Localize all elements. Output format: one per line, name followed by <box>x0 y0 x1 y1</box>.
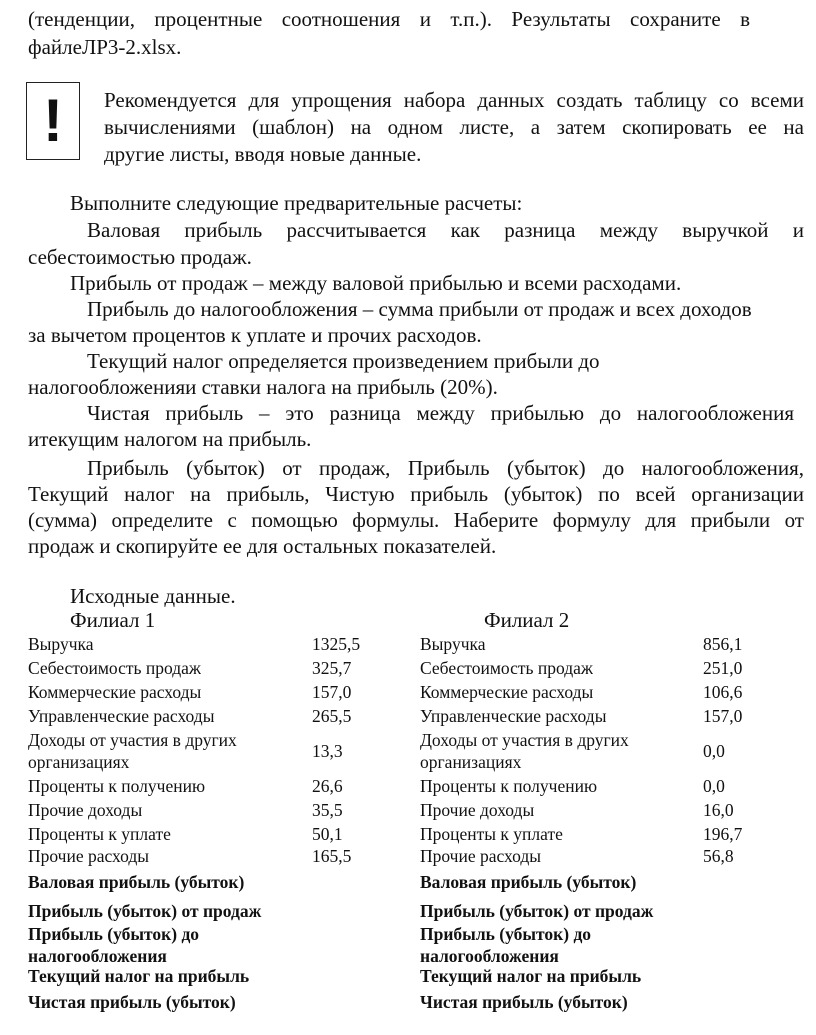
branch2-value-other-income: 16,0 <box>703 800 734 820</box>
branch1-label-interest-received: Проценты к получению <box>28 776 206 796</box>
branch2-label-other-expenses: Прочие расходы <box>420 846 542 866</box>
branch1-label-cost: Себестоимость продаж <box>28 658 201 678</box>
branch1-title: Филиал 1 <box>70 608 156 632</box>
calc-p3-line1: Прибыль до налогообложения – сумма прибыли от продаж и всех доходов <box>87 297 752 321</box>
branch1-label-other-income: Прочие доходы <box>28 800 143 820</box>
branch2-value-other-expenses: 56,8 <box>703 846 734 866</box>
intro-line-1: (тенденции, процентные соотношения и т.п.). Результаты сохраните в <box>28 7 750 31</box>
note-line-1: Рекомендуется для упрощения набора данных создать таблицу со всеми <box>104 88 804 112</box>
branch1-result-pretax-2: налогообложения <box>28 946 167 966</box>
branch2-label-admin: Управленческие расходы <box>420 706 607 726</box>
branch2-label-cost: Себестоимость продаж <box>420 658 593 678</box>
branch2-result-pretax-2: налогообложения <box>420 946 559 966</box>
branch2-result-pretax-1: Прибыль (убыток) до <box>420 924 592 944</box>
calc-p6-line1: Прибыль (убыток) от продаж, Прибыль (убыток) до налогообложения, <box>87 456 804 480</box>
branch2-value-admin: 157,0 <box>703 706 743 726</box>
branch1-value-cost: 325,7 <box>312 658 352 678</box>
intro-line-2: файлеЛР3-2.xlsx. <box>28 35 182 59</box>
branch1-label-revenue: Выручка <box>28 634 94 654</box>
branch1-label-commercial: Коммерческие расходы <box>28 682 202 702</box>
branch2-result-gross: Валовая прибыль (убыток) <box>420 872 637 892</box>
branch1-value-commercial: 157,0 <box>312 682 352 702</box>
branch2-label-interest-received: Проценты к получению <box>420 776 598 796</box>
calc-p5-line2: итекущим налогом на прибыль. <box>28 427 312 451</box>
calc-p6-line4: продаж и скопируйте ее для остальных показателей. <box>28 534 497 558</box>
branch2-label-other-income: Прочие доходы <box>420 800 535 820</box>
branch1-result-sales: Прибыль (убыток) от продаж <box>28 901 262 921</box>
calc-p4-line2: налогообложенияи ставки налога на прибыль (20%). <box>28 375 498 399</box>
branch2-title: Филиал 2 <box>484 608 570 632</box>
branch2-label-commercial: Коммерческие расходы <box>420 682 594 702</box>
branch1-label-admin: Управленческие расходы <box>28 706 215 726</box>
branch2-label-revenue: Выручка <box>420 634 486 654</box>
calc-p1-line2: себестоимостью продаж. <box>28 245 252 269</box>
branch2-label-participation-1: Доходы от участия в других <box>420 730 629 750</box>
branch2-result-sales: Прибыль (убыток) от продаж <box>420 901 654 921</box>
branch2-label-interest-paid: Проценты к уплате <box>420 824 563 844</box>
branch1-value-other-expenses: 165,5 <box>312 846 352 866</box>
branch2-result-tax: Текущий налог на прибыль <box>420 966 642 986</box>
note-line-2: вычислениями (шаблон) на одном листе, а затем скопировать ее на <box>104 115 804 139</box>
branch1-value-revenue: 1325,5 <box>312 634 361 654</box>
branch1-value-participation: 13,3 <box>312 741 343 761</box>
branch1-value-admin: 265,5 <box>312 706 352 726</box>
branch2-value-interest-received: 0,0 <box>703 776 725 796</box>
branch1-value-interest-received: 26,6 <box>312 776 343 796</box>
branch2-value-interest-paid: 196,7 <box>703 824 743 844</box>
branch1-result-gross: Валовая прибыль (убыток) <box>28 872 245 892</box>
calc-heading: Выполните следующие предварительные расчеты: <box>70 191 523 215</box>
calc-p4-line1: Текущий налог определяется произведением прибыли до <box>87 349 600 373</box>
calc-p6-line3: (сумма) определите с помощью формулы. Наберите формулу для прибыли от <box>28 508 804 532</box>
branch2-value-revenue: 856,1 <box>703 634 743 654</box>
branch1-result-tax: Текущий налог на прибыль <box>28 966 250 986</box>
calc-p6-line2: Текущий налог на прибыль, Чистую прибыль (убыток) по всей организации <box>28 482 804 506</box>
calc-p1-line1: Валовая прибыль рассчитывается как разница между выручкой и <box>87 218 804 242</box>
branch2-value-commercial: 106,6 <box>703 682 743 702</box>
note-line-3: другие листы, вводя новые данные. <box>104 142 422 166</box>
source-title: Исходные данные. <box>70 584 236 608</box>
branch1-label-interest-paid: Проценты к уплате <box>28 824 171 844</box>
branch1-result-net: Чистая прибыль (убыток) <box>28 992 236 1012</box>
branch1-label-participation-2: организациях <box>28 752 130 772</box>
branch1-label-other-expenses: Прочие расходы <box>28 846 150 866</box>
branch1-value-interest-paid: 50,1 <box>312 824 343 844</box>
branch2-result-net: Чистая прибыль (убыток) <box>420 992 628 1012</box>
branch1-result-pretax-1: Прибыль (убыток) до <box>28 924 200 944</box>
branch2-label-participation-2: организациях <box>420 752 522 772</box>
branch2-value-cost: 251,0 <box>703 658 743 678</box>
calc-p3-line2: за вычетом процентов к уплате и прочих расходов. <box>28 323 482 347</box>
exclamation-icon: ! <box>26 82 80 160</box>
branch1-label-participation-1: Доходы от участия в других <box>28 730 237 750</box>
calc-p2: Прибыль от продаж – между валовой прибылью и всеми расходами. <box>70 271 682 295</box>
calc-p5-line1: Чистая прибыль – это разница между прибылью до налогообложения <box>87 401 794 425</box>
branch1-value-other-income: 35,5 <box>312 800 343 820</box>
branch2-value-participation: 0,0 <box>703 741 725 761</box>
